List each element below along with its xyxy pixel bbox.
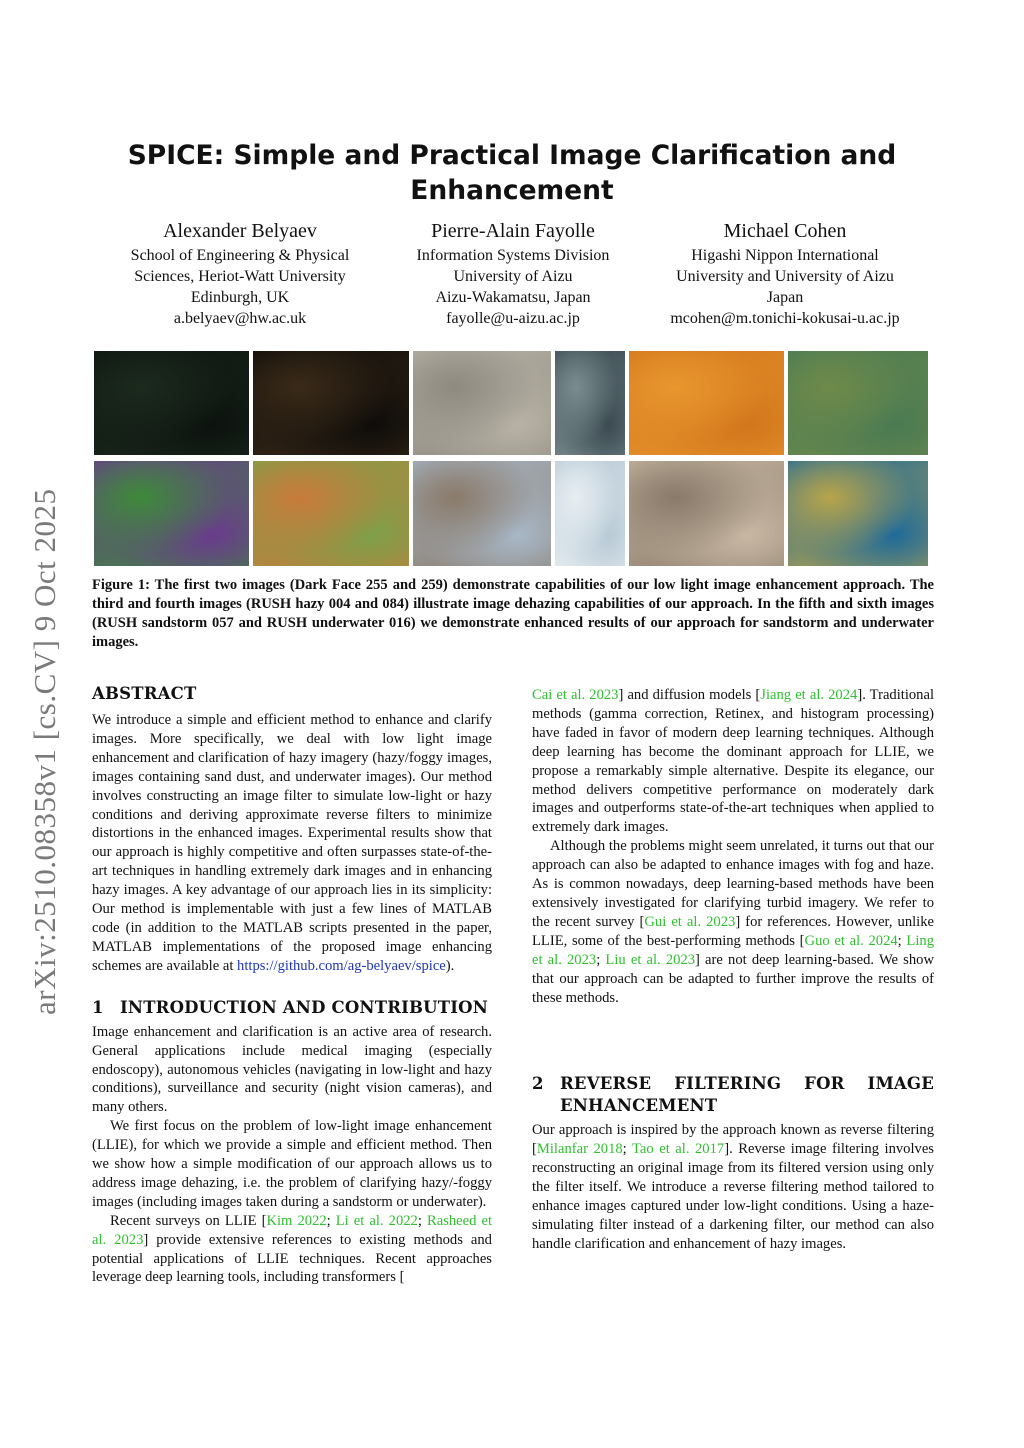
- intro-paragraph-2: We first focus on the problem of low-light image enhancement (LLIE), for which we provide a simple and efficient method. Then we show how a simple modification of our approach allows us to address image dehazing, i.e. the problem of clarifying hazy/-foggy images (including images taken during a sandstorm or underwater).: [92, 1118, 492, 1210]
- figure-caption: Figure 1: The first two images (Dark Face 255 and 259) demonstrate capabilities of our low light image enhancement approach. The third and fourth images (RUSH hazy 004 and 084) illustrate image dehazing capabilities of our approach. In the fifth and sixth images (RUSH sandstorm 057 and RUSH underwater 016) we demonstrate enhanced results of our approach for sandstorm and underwater images.: [92, 577, 934, 650]
- section-2-paragraph-1: Our approach is inspired by the approach known as reverse filtering [Milanfar 2018; Tao et al. 2017]. Reverse image filtering involves reconstructing an original image from its filtered version using only the filter itself. We introduce a reverse filtering method tailored to enhance images captured under low-light conditions. Using a haze-simulating filter instead of a darkening filter, our method can also handle clarification and enhancement of hazy images.: [532, 1122, 934, 1252]
- author-affiliation: School of Engineering & Physical: [130, 247, 350, 264]
- author-affiliation: University and University of Aizu: [676, 268, 894, 285]
- citation-link[interactable]: Li et al. 2022: [335, 1212, 418, 1229]
- rush-hazy-084-enhanced: [555, 461, 625, 566]
- rush-hazy-084-input: [555, 351, 625, 455]
- rush-sandstorm-057-input: [629, 351, 784, 455]
- author-block-fayolle: [382, 218, 644, 329]
- section-1-heading: 1 INTRODUCTION AND CONTRIBUTION: [92, 997, 489, 1017]
- rush-hazy-004-enhanced: [413, 461, 551, 566]
- dark-face-259-input: [253, 351, 409, 455]
- author-location: Edinburgh, UK: [190, 289, 290, 306]
- author-location: Aizu-Wakamatsu, Japan: [435, 289, 591, 306]
- arxiv-side-label: arXiv:2510.08358v1 [cs.CV] 9 Oct 2025: [27, 488, 62, 1015]
- rush-underwater-016-enhanced: [788, 461, 928, 566]
- dark-face-255-input: [94, 351, 249, 455]
- author-name: Michael Cohen: [723, 220, 847, 242]
- citation-link[interactable]: Cai et al. 2023: [532, 687, 619, 703]
- author-affiliation: Information Systems Division: [416, 247, 610, 264]
- citation-link[interactable]: Liu et al. 2023: [605, 951, 696, 968]
- intro-paragraph-3: Recent surveys on LLIE [Kim 2022; Li et al. 2022; Rasheed et al. 2023] provide extensive references to existing methods and potential applications of LLIE techniques. Recent approaches leverage deep learning tools, including transformers [: [92, 1212, 493, 1286]
- author-affiliation: Sciences, Heriot-Watt University: [134, 268, 346, 285]
- author-email: a.belyaev@hw.ac.uk: [173, 310, 307, 327]
- dark-face-259-enhanced: [253, 461, 409, 566]
- author-email: mcohen@m.tonichi-kokusai-u.ac.jp: [670, 310, 900, 327]
- rush-underwater-016-input: [788, 351, 928, 455]
- section-2-heading: 2 REVERSE FILTERING FOR IMAGE ENHANCEMENT: [532, 1074, 934, 1116]
- author-block-cohen: [645, 218, 925, 329]
- citation-link[interactable]: Kim 2022: [266, 1212, 327, 1229]
- intro-paragraph-3-continued: Cai et al. 2023] and diffusion models [Jiang et al. 2024]. Traditional methods (gamma correction, Retinex, and histogram processing) have faded in favor of modern deep learning techniques. Although deep learning has become the dominant approach for LLIE, we propose a remarkably simple alternative. Despite its elegance, our method delivers competitive performance on moderately dark images and outperforms state-of-the-art techniques when applied to extremely dark images.: [532, 687, 935, 836]
- abstract-text: We introduce a simple and efficient method to enhance and clarify images. More specifically, we deal with low light image enhancement and clarification of hazy imagery (hazy/foggy images, images containing sand dust, and underwater images). Our method involves constructing an image filter to simulate low-light or hazy conditions and deriving approximate reverse filters to minimize distortions in the enhanced images. Experimental results show that our approach is highly competitive and often surpasses state-of-the-art techniques in handling extremely dark images and in enhancing hazy images. A key advantage of our approach lies in its simplicity: Our method is implementable with just a few lines of MATLAB code (in addition to the MATLAB scripts presented in the paper, MATLAB implementations of the proposed image enhancing schemes are available at https://github.com/ag-belyaev/spice).: [92, 712, 492, 974]
- abstract-heading: ABSTRACT: [92, 684, 197, 703]
- author-name: Alexander Belyaev: [163, 220, 317, 242]
- rush-hazy-004-input: [413, 351, 551, 455]
- author-location: Japan: [766, 289, 804, 306]
- author-email: fayolle@u-aizu.ac.jp: [446, 310, 580, 327]
- citation-link[interactable]: Tao et al. 2017: [632, 1141, 725, 1158]
- intro-paragraph-1: Image enhancement and clarification is an active area of research. General applications include medical imaging (especially endoscopy), autonomous vehicles (navigating in low-light and hazy conditions), surveillance and security (night vision cameras), and many others.: [92, 1023, 492, 1116]
- github-link[interactable]: https://github.com/ag-belyaev/spice: [237, 957, 446, 974]
- citation-link[interactable]: Gui et al. 2023: [644, 913, 736, 930]
- figure-1-image-grid: [94, 351, 928, 566]
- author-affiliation: Higashi Nippon International: [691, 247, 879, 264]
- right-column: [532, 686, 934, 1254]
- left-column: [92, 683, 492, 1287]
- paper-title: SPICE: Simple and Practical Image Clarification and Enhancement: [127, 140, 897, 206]
- dark-face-255-enhanced: [94, 461, 249, 566]
- citation-link[interactable]: Milanfar 2018: [536, 1141, 623, 1158]
- author-affiliation: University of Aizu: [453, 268, 573, 285]
- citation-link[interactable]: Ling et al. 2023: [532, 932, 934, 968]
- intro-paragraph-4: Although the problems might seem unrelated, it turns out that our approach can also be adapted to enhance images with fog and haze. As is common nowadays, deep learning-based methods have been extensively investigated for clarifying turbid imagery. We refer to the recent survey [Gui et al. 2023] for references. However, unlike LLIE, some of the best-performing methods [Guo et al. 2024; Ling et al. 2023; Liu et al. 2023] are not deep learning-based. We show that our approach can be adapted to further improve the results of these methods.: [532, 838, 935, 1006]
- author-name: Pierre-Alain Fayolle: [431, 220, 595, 242]
- citation-link[interactable]: Jiang et al. 2024: [760, 687, 858, 703]
- rush-sandstorm-057-enhanced: [629, 461, 784, 566]
- citation-link[interactable]: Rasheed et al. 2023: [92, 1212, 493, 1248]
- citation-link[interactable]: Guo et al. 2024: [804, 932, 898, 949]
- author-block-belyaev: [100, 218, 380, 329]
